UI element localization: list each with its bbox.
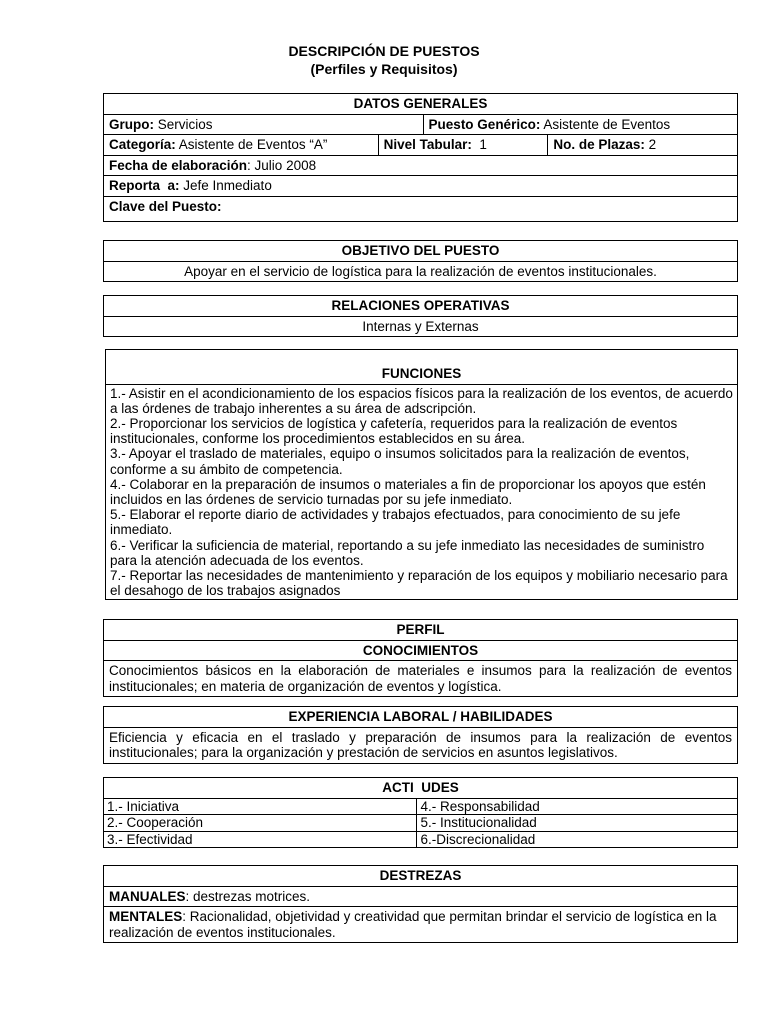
grupo-cell bbox=[104, 114, 424, 135]
mentales-label: MENTALES bbox=[109, 909, 183, 924]
plazas-label: No. de Plazas: bbox=[553, 137, 645, 152]
funciones-table bbox=[105, 349, 738, 600]
datos-generales-table bbox=[103, 93, 738, 222]
puesto-value: Asistente de Eventos bbox=[540, 116, 671, 132]
funcion-item: 4.- Colaborar en la preparación de insumos o materiales a fin de proporcionar los apoyos que estén incluidos en las órdenes de servicio turnadas por su jefe inmediato. bbox=[110, 476, 706, 507]
actitud-item: 2.- Cooperación bbox=[104, 815, 417, 832]
destrezas-table bbox=[103, 865, 738, 943]
conocimientos-text: Conocimientos básicos en la elaboración de materiales e insumos para la realización de eventos institucionales; en materia de organización de eventos y logística. bbox=[104, 661, 738, 697]
funciones-list bbox=[106, 384, 738, 600]
categoria-cell bbox=[104, 135, 379, 156]
actitud-item: 5.- Institucionalidad bbox=[417, 815, 738, 832]
funcion-item: 2.- Proporcionar los servicios de logística y cafetería, requeridos para la realización de eventos institucionales, conforme los procedimientos establecidos en su área. bbox=[110, 415, 678, 447]
categoria-label: Categoría: bbox=[109, 137, 176, 152]
perfil-table bbox=[103, 619, 738, 697]
funcion-item: 6.- Verificar la suficiencia de material, reportando a su jefe inmediato las necesidades de suministro para la atención adecuada de los eventos. bbox=[110, 537, 705, 568]
reporta-label: Reporta a: bbox=[109, 178, 180, 193]
experiencia-text: Eficiencia y eficacia en el traslado y preparación de insumos para la realización de eventos institucionales; para la organización y prestación de servicios en asuntos legislativos. bbox=[104, 727, 738, 763]
actitudes-table bbox=[103, 777, 738, 848]
actitud-item: 6.-Discrecionalidad bbox=[417, 831, 738, 848]
funcion-item: 3.- Apoyar el traslado de materiales, equipo o insumos solicitados para la realización de eventos, conforme a su ámbito de competencia. bbox=[110, 446, 690, 477]
plazas-cell bbox=[548, 135, 738, 156]
clave-cell bbox=[104, 196, 738, 221]
funcion-item: 1.- Asistir en el acondicionamiento de los espacios físicos para la realización de los eventos, de acuerdo a las órdenes de trabajo inherentes a su área de adscripción. bbox=[110, 385, 733, 416]
mentales-value: : Racionalidad, objetividad y creatividad que permitan brindar el servicio de logística en la realización de eventos institucionales. bbox=[109, 909, 717, 940]
fecha-label: Fecha de elaboración bbox=[109, 157, 248, 173]
objetivo-text: Apoyar en el servicio de logística para la realización de eventos institucionales. bbox=[104, 261, 738, 282]
actitud-item: 4.- Responsabilidad bbox=[417, 798, 738, 815]
nivel-value: 1 bbox=[471, 137, 487, 152]
manuales-cell bbox=[104, 886, 738, 907]
relaciones-table bbox=[103, 295, 738, 337]
puesto-cell bbox=[423, 114, 737, 135]
clave-label: Clave del Puesto: bbox=[109, 198, 222, 214]
experiencia-heading: EXPERIENCIA LABORAL / HABILIDADES bbox=[104, 707, 738, 728]
plazas-value: 2 bbox=[644, 137, 657, 152]
actitud-item: 1.- Iniciativa bbox=[104, 798, 417, 815]
categoria-value: Asistente de Eventos “A” bbox=[175, 137, 328, 152]
fecha-cell bbox=[104, 155, 738, 176]
funcion-item: 5.- Elaborar el reporte diario de actividades y trabajos efectuados, para conocimiento de su jefe inmediato. bbox=[110, 507, 681, 538]
objetivo-heading: OBJETIVO DEL PUESTO bbox=[104, 241, 738, 262]
perfil-heading: PERFIL bbox=[104, 620, 738, 641]
relaciones-text: Internas y Externas bbox=[104, 316, 738, 337]
reporta-value: Jefe Inmediato bbox=[179, 178, 272, 193]
destrezas-heading: DESTREZAS bbox=[104, 866, 738, 887]
conocimientos-heading: CONOCIMIENTOS bbox=[104, 640, 738, 661]
manuales-value: : destrezas motrices. bbox=[185, 888, 311, 904]
datos-generales-heading: DATOS GENERALES bbox=[104, 94, 738, 115]
funciones-heading: FUNCIONES bbox=[106, 350, 738, 385]
puesto-label: Puesto Genérico: bbox=[428, 116, 541, 132]
objetivo-table bbox=[103, 240, 738, 282]
manuales-label: MANUALES bbox=[109, 888, 186, 904]
document-title: DESCRIPCIÓN DE PUESTOS bbox=[288, 43, 480, 59]
actitudes-heading: ACTI UDES bbox=[104, 778, 738, 799]
fecha-value: : Julio 2008 bbox=[247, 157, 317, 173]
reporta-cell bbox=[104, 176, 738, 197]
relaciones-heading: RELACIONES OPERATIVAS bbox=[104, 296, 738, 317]
nivel-cell bbox=[378, 135, 548, 156]
funcion-item: 7.- Reportar las necesidades de mantenimiento y reparación de los equipos y mobiliario necesario para el desahogo de los trabajos asignados bbox=[110, 567, 728, 599]
actitud-item: 3.- Efectividad bbox=[104, 831, 417, 848]
grupo-value: Servicios bbox=[154, 116, 213, 132]
mentales-cell bbox=[104, 907, 738, 943]
experiencia-table bbox=[103, 706, 738, 764]
nivel-label: Nivel Tabular: bbox=[383, 137, 472, 152]
document-subtitle: (Perfiles y Requisitos) bbox=[310, 61, 458, 77]
grupo-label: Grupo: bbox=[109, 116, 154, 132]
